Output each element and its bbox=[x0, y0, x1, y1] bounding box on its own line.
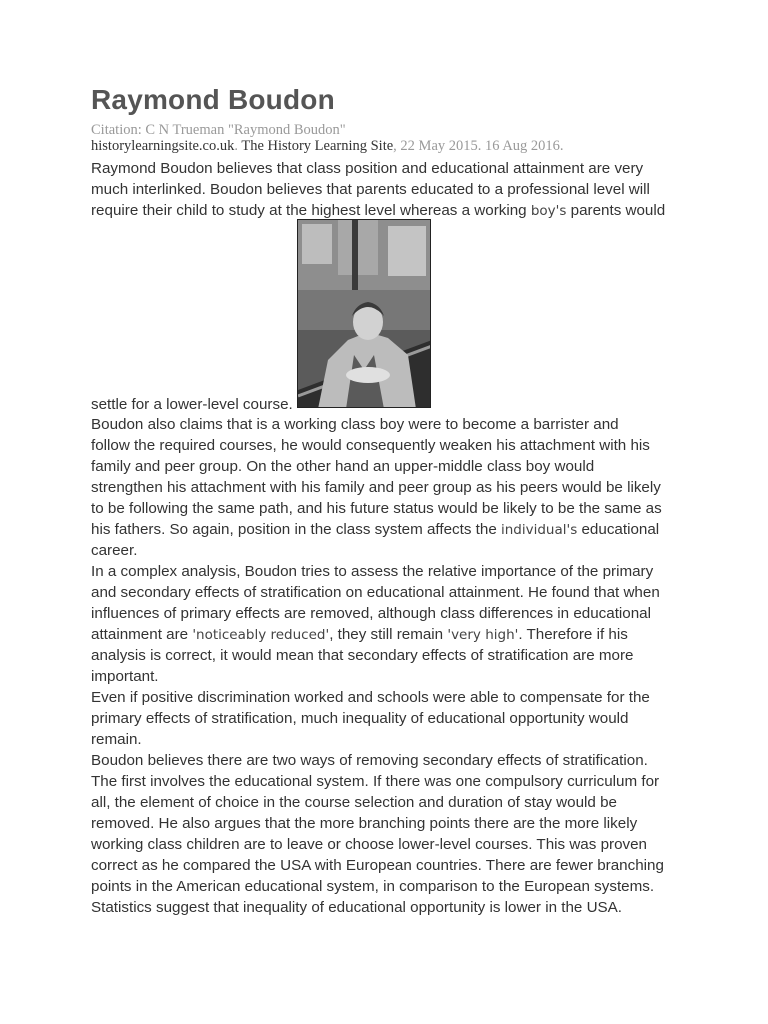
p3-text: , they still remain bbox=[329, 626, 448, 643]
site-name[interactable]: The History Learning Site bbox=[241, 138, 394, 154]
p5-line: The first involves the educational system. If there was one compulsory curriculum for bbox=[91, 773, 660, 790]
citation-dates: , 22 May 2015. 16 Aug 2016. bbox=[393, 138, 564, 154]
p2-line bbox=[91, 519, 659, 541]
p5-line: correct as he compared the USA with European countries. There are fewer branching bbox=[91, 857, 664, 874]
p1-quote: boy's bbox=[530, 203, 567, 219]
p4-line: primary effects of stratification, much inequality of educational opportunity would bbox=[91, 710, 629, 727]
citation-sep: . bbox=[234, 138, 242, 154]
p3-quote: 'noticeably reduced' bbox=[192, 627, 330, 643]
citation-source bbox=[91, 137, 564, 155]
p2-line: to be following the same path, and his future status would be likely to be the same as bbox=[91, 500, 662, 517]
p2-text: educational bbox=[577, 521, 660, 538]
p3-line: and secondary effects of stratification on educational attainment. He found that when bbox=[91, 584, 660, 601]
p1-line: settle for a lower-level course. bbox=[91, 396, 293, 413]
p1-text: parents would bbox=[566, 202, 666, 219]
p5-line: points in the American educational system, in comparison to the European systems. bbox=[91, 878, 655, 895]
p5-line: all, the element of choice in the course selection and duration of stay would be bbox=[91, 794, 617, 811]
p4-line: Even if positive discrimination worked and schools were able to compensate for the bbox=[91, 689, 650, 706]
p3-text: attainment are bbox=[91, 626, 193, 643]
p2-line: career. bbox=[91, 542, 138, 559]
p2-quote: individual's bbox=[501, 522, 578, 538]
p5-line: working class children are to leave or choose lower-level courses. This was proven bbox=[91, 836, 648, 853]
p2-line: family and peer group. On the other hand an upper-middle class boy would bbox=[91, 458, 595, 475]
p3-line: In a complex analysis, Boudon tries to assess the relative importance of the primary bbox=[91, 563, 654, 580]
p1-line: much interlinked. Boudon believes that parents educated to a professional level will bbox=[91, 181, 650, 198]
p5-line: removed. He also argues that the more branching points there are the more likely bbox=[91, 815, 638, 832]
p3-quote: 'very high' bbox=[447, 627, 519, 643]
p3-line: influences of primary effects are removed, although class differences in educational bbox=[91, 605, 652, 622]
page-title: Raymond Boudon bbox=[91, 84, 335, 115]
p2-line: follow the required courses, he would consequently weaken his attachment with his bbox=[91, 437, 650, 454]
site-link[interactable]: historylearningsite.co.uk bbox=[91, 138, 235, 154]
p2-line: Boudon also claims that is a working class boy were to become a barrister and bbox=[91, 416, 619, 433]
p2-line: strengthen his attachment with his family and peer group as his peers would be likely bbox=[91, 479, 661, 496]
p3-text: . Therefore if his bbox=[518, 626, 628, 643]
portrait-photo bbox=[297, 219, 431, 408]
p3-line bbox=[91, 624, 628, 646]
p3-line: analysis is correct, it would mean that secondary effects of stratification are more bbox=[91, 647, 634, 664]
p3-line: important. bbox=[91, 668, 159, 685]
p2-text: his fathers. So again, position in the class system affects the bbox=[91, 521, 501, 538]
p1-text: require their child to study at the highest level whereas a working bbox=[91, 202, 531, 219]
p5-line: Statistics suggest that inequality of educational opportunity is lower in the USA. bbox=[91, 899, 623, 916]
citation-line: Citation: C N Trueman "Raymond Boudon" bbox=[91, 122, 346, 138]
p4-line: remain. bbox=[91, 731, 142, 748]
p1-line: Raymond Boudon believes that class position and educational attainment are very bbox=[91, 160, 644, 177]
p5-line: Boudon believes there are two ways of removing secondary effects of stratification. bbox=[91, 752, 648, 769]
